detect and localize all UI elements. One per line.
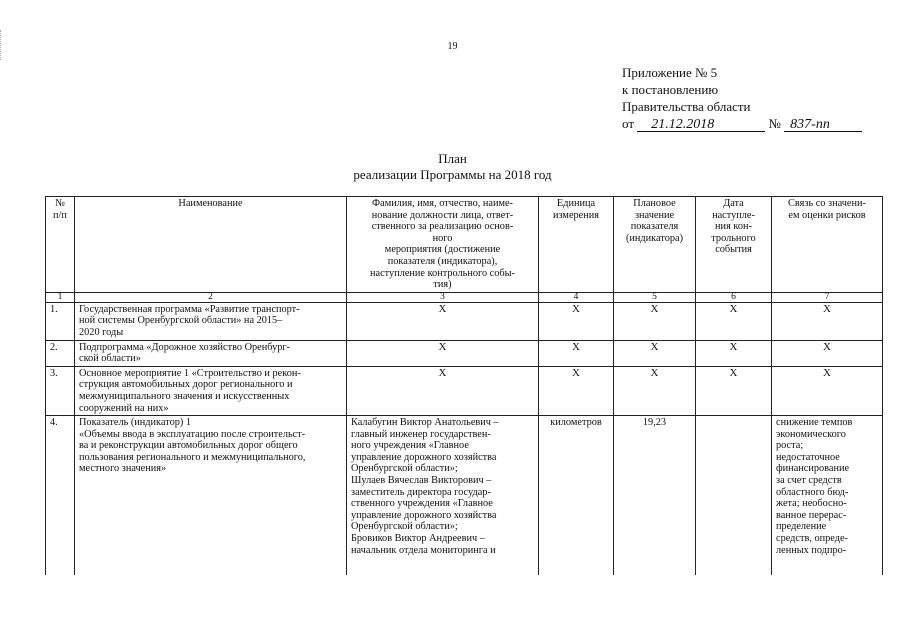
row-date <box>696 416 772 576</box>
appendix-line-2: к постановлению <box>622 82 719 97</box>
row-responsible: Калабугин Виктор Анатольевич – главный инженер государствен- ного учреждения «Главное управление дорожного хозяйства Оренбургской области»; Шулаев Вячеслав Викторович – заместитель директора государ- ственного учреждения «Главное управление дорожного хозяйства Оренбургской области»; Бровиков Виктор Андреевич – начальник отдела мониторинга и <box>347 416 539 576</box>
row-responsible: X <box>347 340 539 366</box>
row-date: X <box>696 340 772 366</box>
row-plan: 19,23 <box>614 416 696 576</box>
column-number: 4 <box>539 292 614 302</box>
row-date: X <box>696 366 772 415</box>
header-responsible: Фамилия, имя, отчество, наиме- нование должности лица, ответ- ственного за реализацию основ- ного мероприятия (достижение показателя (индикатора), наступление контрольного собы- тия) <box>347 197 539 293</box>
row-name: Основное мероприятие 1 «Строительство и рекон- струкция автомобильных дорог регионального и межмуниципального значения и искусственных сооружений на них» <box>75 366 347 415</box>
row-unit: X <box>539 302 614 340</box>
row-number: 1. <box>46 302 75 340</box>
table-row <box>46 302 883 340</box>
page-number: 19 <box>447 41 458 52</box>
row-date: X <box>696 302 772 340</box>
row-number: 4. <box>46 416 75 576</box>
row-responsible: X <box>347 302 539 340</box>
header-unit: Единица измерения <box>539 197 614 293</box>
column-number: 1 <box>46 292 75 302</box>
appendix-line-1: Приложение № 5 <box>622 65 718 80</box>
appendix-block <box>622 64 862 132</box>
table-row <box>46 340 883 366</box>
row-responsible: X <box>347 366 539 415</box>
date-prefix: от <box>622 116 635 131</box>
handwritten-date: 21.12.2018 <box>637 119 765 132</box>
title-line-1: План <box>438 151 467 166</box>
row-risk: снижение темпов экономического роста; недостаточное финансирование за счет средств областного бюд- жета; необосно- ванное перерас- пределение средств, опреде- ленных подпро- <box>772 416 883 576</box>
column-number-row <box>46 292 883 302</box>
row-plan: X <box>614 302 696 340</box>
title-line-2: реализации Программы на 2018 год <box>353 167 552 182</box>
row-risk: X <box>772 366 883 415</box>
row-risk: X <box>772 302 883 340</box>
row-unit: X <box>539 366 614 415</box>
number-prefix: № <box>768 116 781 131</box>
column-number: 3 <box>347 292 539 302</box>
row-unit: километров <box>539 416 614 576</box>
table-row <box>46 366 883 415</box>
table-row <box>46 416 883 576</box>
appendix-date-line <box>622 115 862 132</box>
row-plan: X <box>614 340 696 366</box>
header-date: Дата наступле- ния кон- трольного события <box>696 197 772 293</box>
column-number: 6 <box>696 292 772 302</box>
row-name: Подпрограмма «Дорожное хозяйство Оренбург- ской области» <box>75 340 347 366</box>
row-name: Показатель (индикатор) 1 «Объемы ввода в эксплуатацию после строительст- ва и реконструкции автомобильных дорог общего пользования регионального и межмуниципального, местного значения» <box>75 416 347 576</box>
document-title <box>0 151 905 183</box>
row-name: Государственная программа «Развитие транспорт- ной системы Оренбургской области» на 2015– 2020 годы <box>75 302 347 340</box>
row-risk: X <box>772 340 883 366</box>
header-name: Наименование <box>75 197 347 293</box>
column-number: 5 <box>614 292 696 302</box>
column-number: 2 <box>75 292 347 302</box>
row-plan: X <box>614 366 696 415</box>
header-row <box>46 197 883 293</box>
row-number: 3. <box>46 366 75 415</box>
header-plan: Плановое значение показателя (индикатора) <box>614 197 696 293</box>
row-number: 2. <box>46 340 75 366</box>
appendix-line-3: Правительства области <box>622 99 751 114</box>
header-risk: Связь со значени- ем оценки рисков <box>772 197 883 293</box>
header-num: № п/п <box>46 197 75 293</box>
plan-table <box>45 196 883 575</box>
column-number: 7 <box>772 292 883 302</box>
handwritten-number: 837-пп <box>784 119 862 132</box>
row-unit: X <box>539 340 614 366</box>
